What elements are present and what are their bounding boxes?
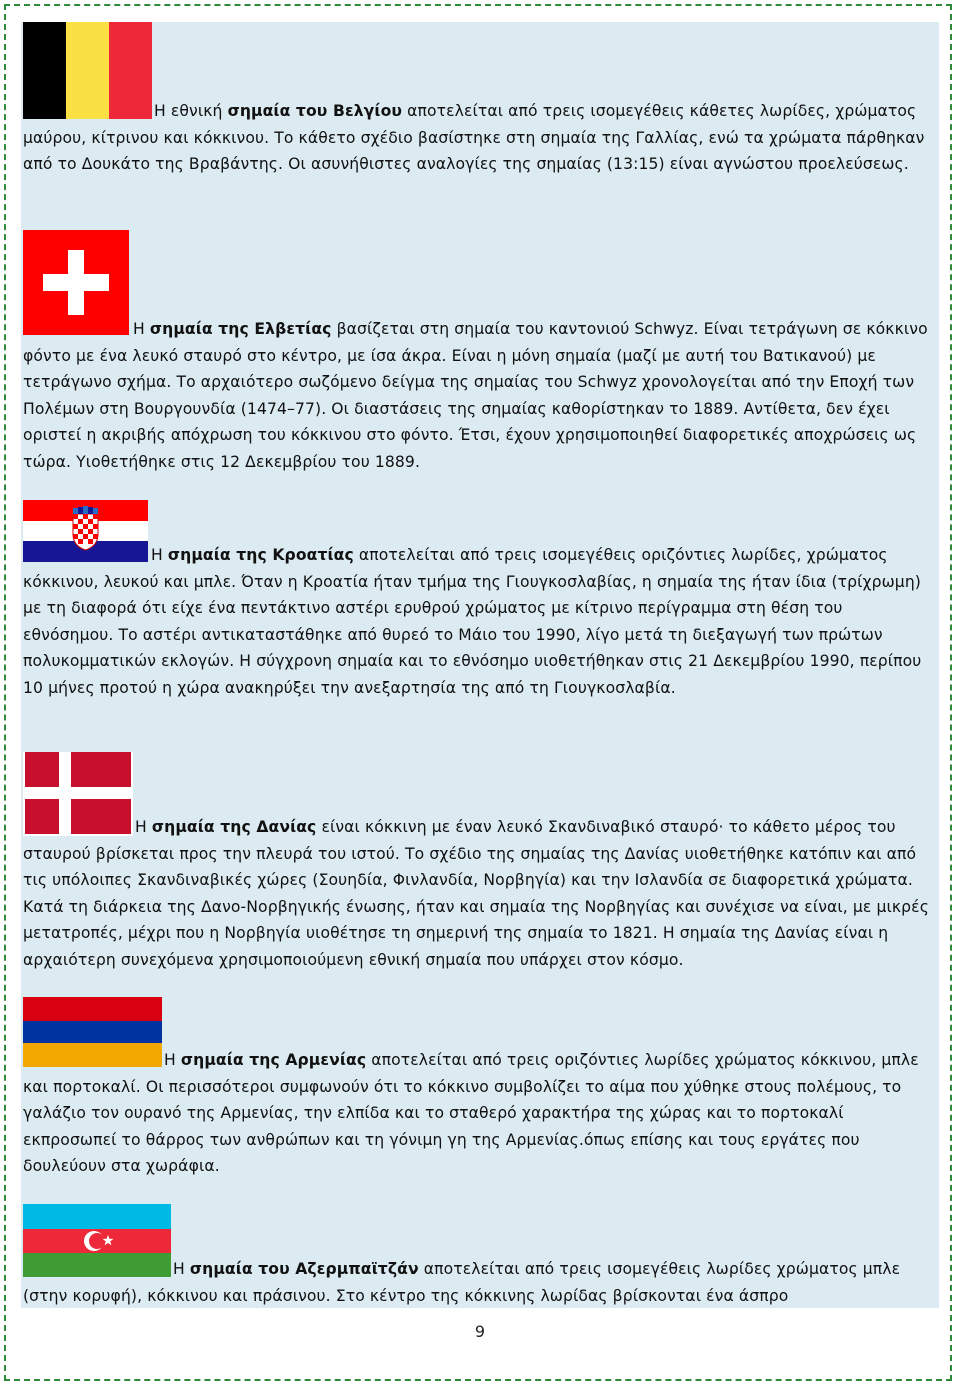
section-armenia bbox=[21, 997, 939, 1180]
armenia-bold: σημαία της Αρμενίας bbox=[180, 1051, 367, 1069]
belgium-bold: σημαία του Βελγίου bbox=[227, 102, 403, 120]
armenia-flag-icon bbox=[23, 997, 162, 1067]
switzerland-lead: Η bbox=[133, 320, 150, 338]
belgium-flag-icon bbox=[23, 22, 152, 119]
armenia-lead: Η bbox=[164, 1051, 181, 1069]
croatia-bold: σημαία της Κροατίας bbox=[167, 546, 354, 564]
section-croatia bbox=[21, 500, 939, 702]
azerbaijan-flag-icon bbox=[23, 1204, 171, 1277]
section-azerbaijan bbox=[21, 1204, 939, 1309]
section-denmark bbox=[21, 752, 939, 974]
azerbaijan-text: αποτελείται από τρεις ισομεγέθεις λωρίδες χρώματος μπλε (στην κορυφή), κόκκινου και πράσινου. Στο κέντρο της κόκκινης λωρίδας βρίσκονται ένα άσπρο bbox=[23, 1260, 901, 1305]
switzerland-flag-icon bbox=[23, 230, 129, 335]
croatia-lead: Η bbox=[151, 546, 168, 564]
page-number: 9 bbox=[474, 1322, 486, 1341]
switzerland-bold: σημαία της Ελβετίας bbox=[149, 320, 332, 338]
denmark-bold: σημαία της Δανίας bbox=[151, 818, 317, 836]
azerbaijan-bold: σημαία του Αζερμπαϊτζάν bbox=[189, 1260, 419, 1278]
armenia-text: αποτελείται από τρεις οριζόντιες λωρίδες χρώματος κόκκινου, μπλε και πορτοκαλί. Οι περισσότεροι συμφωνούν ότι το κόκκινο συμβολίζει το αίμα που χύθηκε στους πολέμους, το γαλάζιο τον ουρανό της Αρμενίας, την ελπίδα και το σταθερό χαρακτήρα της χώρας και το πορτοκαλί εκπροσωπεί το θάρρος των ανθρώπων και τη γόνιμη γη της Αρμενίας.όπως επίσης και τους εργάτες που δουλεύουν στα χωράφια. bbox=[23, 1051, 919, 1176]
azerbaijan-lead: Η bbox=[173, 1260, 190, 1278]
denmark-flag-icon bbox=[23, 752, 133, 836]
croatia-text: αποτελείται από τρεις ισομεγέθεις οριζόντιες λωρίδες, χρώματος κόκκινου, λευκού και μπλε. Όταν η Κροατία ήταν τμήμα της Γιουγκοσλαβίας, η σημαία της ήταν ίδια (τρίχρωμη) με τη διαφορά ότι είχε ένα πεντάκτινο αστέρι ερυθρού χρώματος με κίτρινο περίγραμμα στη θέση του εθνόσημου. Το αστέρι αντικαταστάθηκε από θυρεό το Μάιο του 1990, λίγο μετά τη διεξαγωγή των πρώτων πολυκομματικών εκλογών. Η σύγχρονη σημαία και το εθνόσημο υιοθετήθηκαν στις 21 Δεκεμβρίου 1990, περίπου 10 μήνες προτού η χώρα ανακηρύξει την ανεξαρτησία της από τη Γιουγκοσλαβία. bbox=[23, 546, 922, 697]
switzerland-text: βασίζεται στη σημαία του καντονιού Schwyz. Είναι τετράγωνη σε κόκκινο φόντο με ένα λευκό σταυρό στο κέντρο, με ίσα άκρα. Είναι η μόνη σημαία (μαζί με αυτή του Βατικανού) με τετράγωνο σχήμα. Το αρχαιότερο σωζόμενο δείγμα της σημαίας του Schwyz χρονολογείται από την Εποχή των Πολέμων στη Βουργουνδία (1474–77). Οι διαστάσεις της σημαίας καθορίστηκαν το 1889. Αντίθετα, δεν έχει οριστεί η ακριβής απόχρωση του κόκκινου στο φόντο. Έτσι, έχουν χρησιμοποιηθεί διαφορετικές αποχρώσεις ως τώρα. Υιοθετήθηκε στις 12 Δεκεμβρίου του 1889. bbox=[23, 320, 928, 471]
belgium-lead: Η εθνική bbox=[154, 102, 228, 120]
denmark-text: είναι κόκκινη με έναν λευκό Σκανδιναβικό σταυρό· το κάθετο μέρος του σταυρού βρίσκεται προς την πλευρά του ιστού. Το σχέδιο της σημαίας της Δανίας υιοθετήθηκε κατόπιν και από τις υπόλοιπες Σκανδιναβικές χώρες (Σουηδία, Φινλανδία, Νορβηγία) και την Ισλανδία σε διαφορετικά χρώματα. Κατά τη διάρκεια της Δανο-Νορβηγικής ένωσης, ήταν και σημαία της Νορβηγίας και συνέχισε να είναι, με μικρές μετατροπές, μέχρι που η Νορβηγία υιοθέτησε τη σημερινή της σημαία το 1821. Η σημαία της Δανίας είναι η αρχαιότερη συνεχόμενα χρησιμοποιούμενη εθνική σημαία που υπάρχει στον κόσμο. bbox=[23, 818, 929, 969]
belgium-text: αποτελείται από τρεις ισομεγέθεις κάθετες λωρίδες, χρώματος μαύρου, κίτρινου και κόκκινου. Το κάθετο σχέδιο βασίστηκε στη σημαία της Γαλλίας, ενώ τα χρώματα πάρθηκαν από το Δουκάτο της Βραβάντης. Οι ασυνήθιστες αναλογίες της σημαίας (13:15) είναι αγνώστου προελεύσεως. bbox=[23, 102, 925, 174]
denmark-lead: Η bbox=[135, 818, 152, 836]
section-switzerland bbox=[21, 230, 939, 476]
section-belgium bbox=[21, 22, 939, 178]
croatia-flag-icon bbox=[23, 500, 148, 562]
